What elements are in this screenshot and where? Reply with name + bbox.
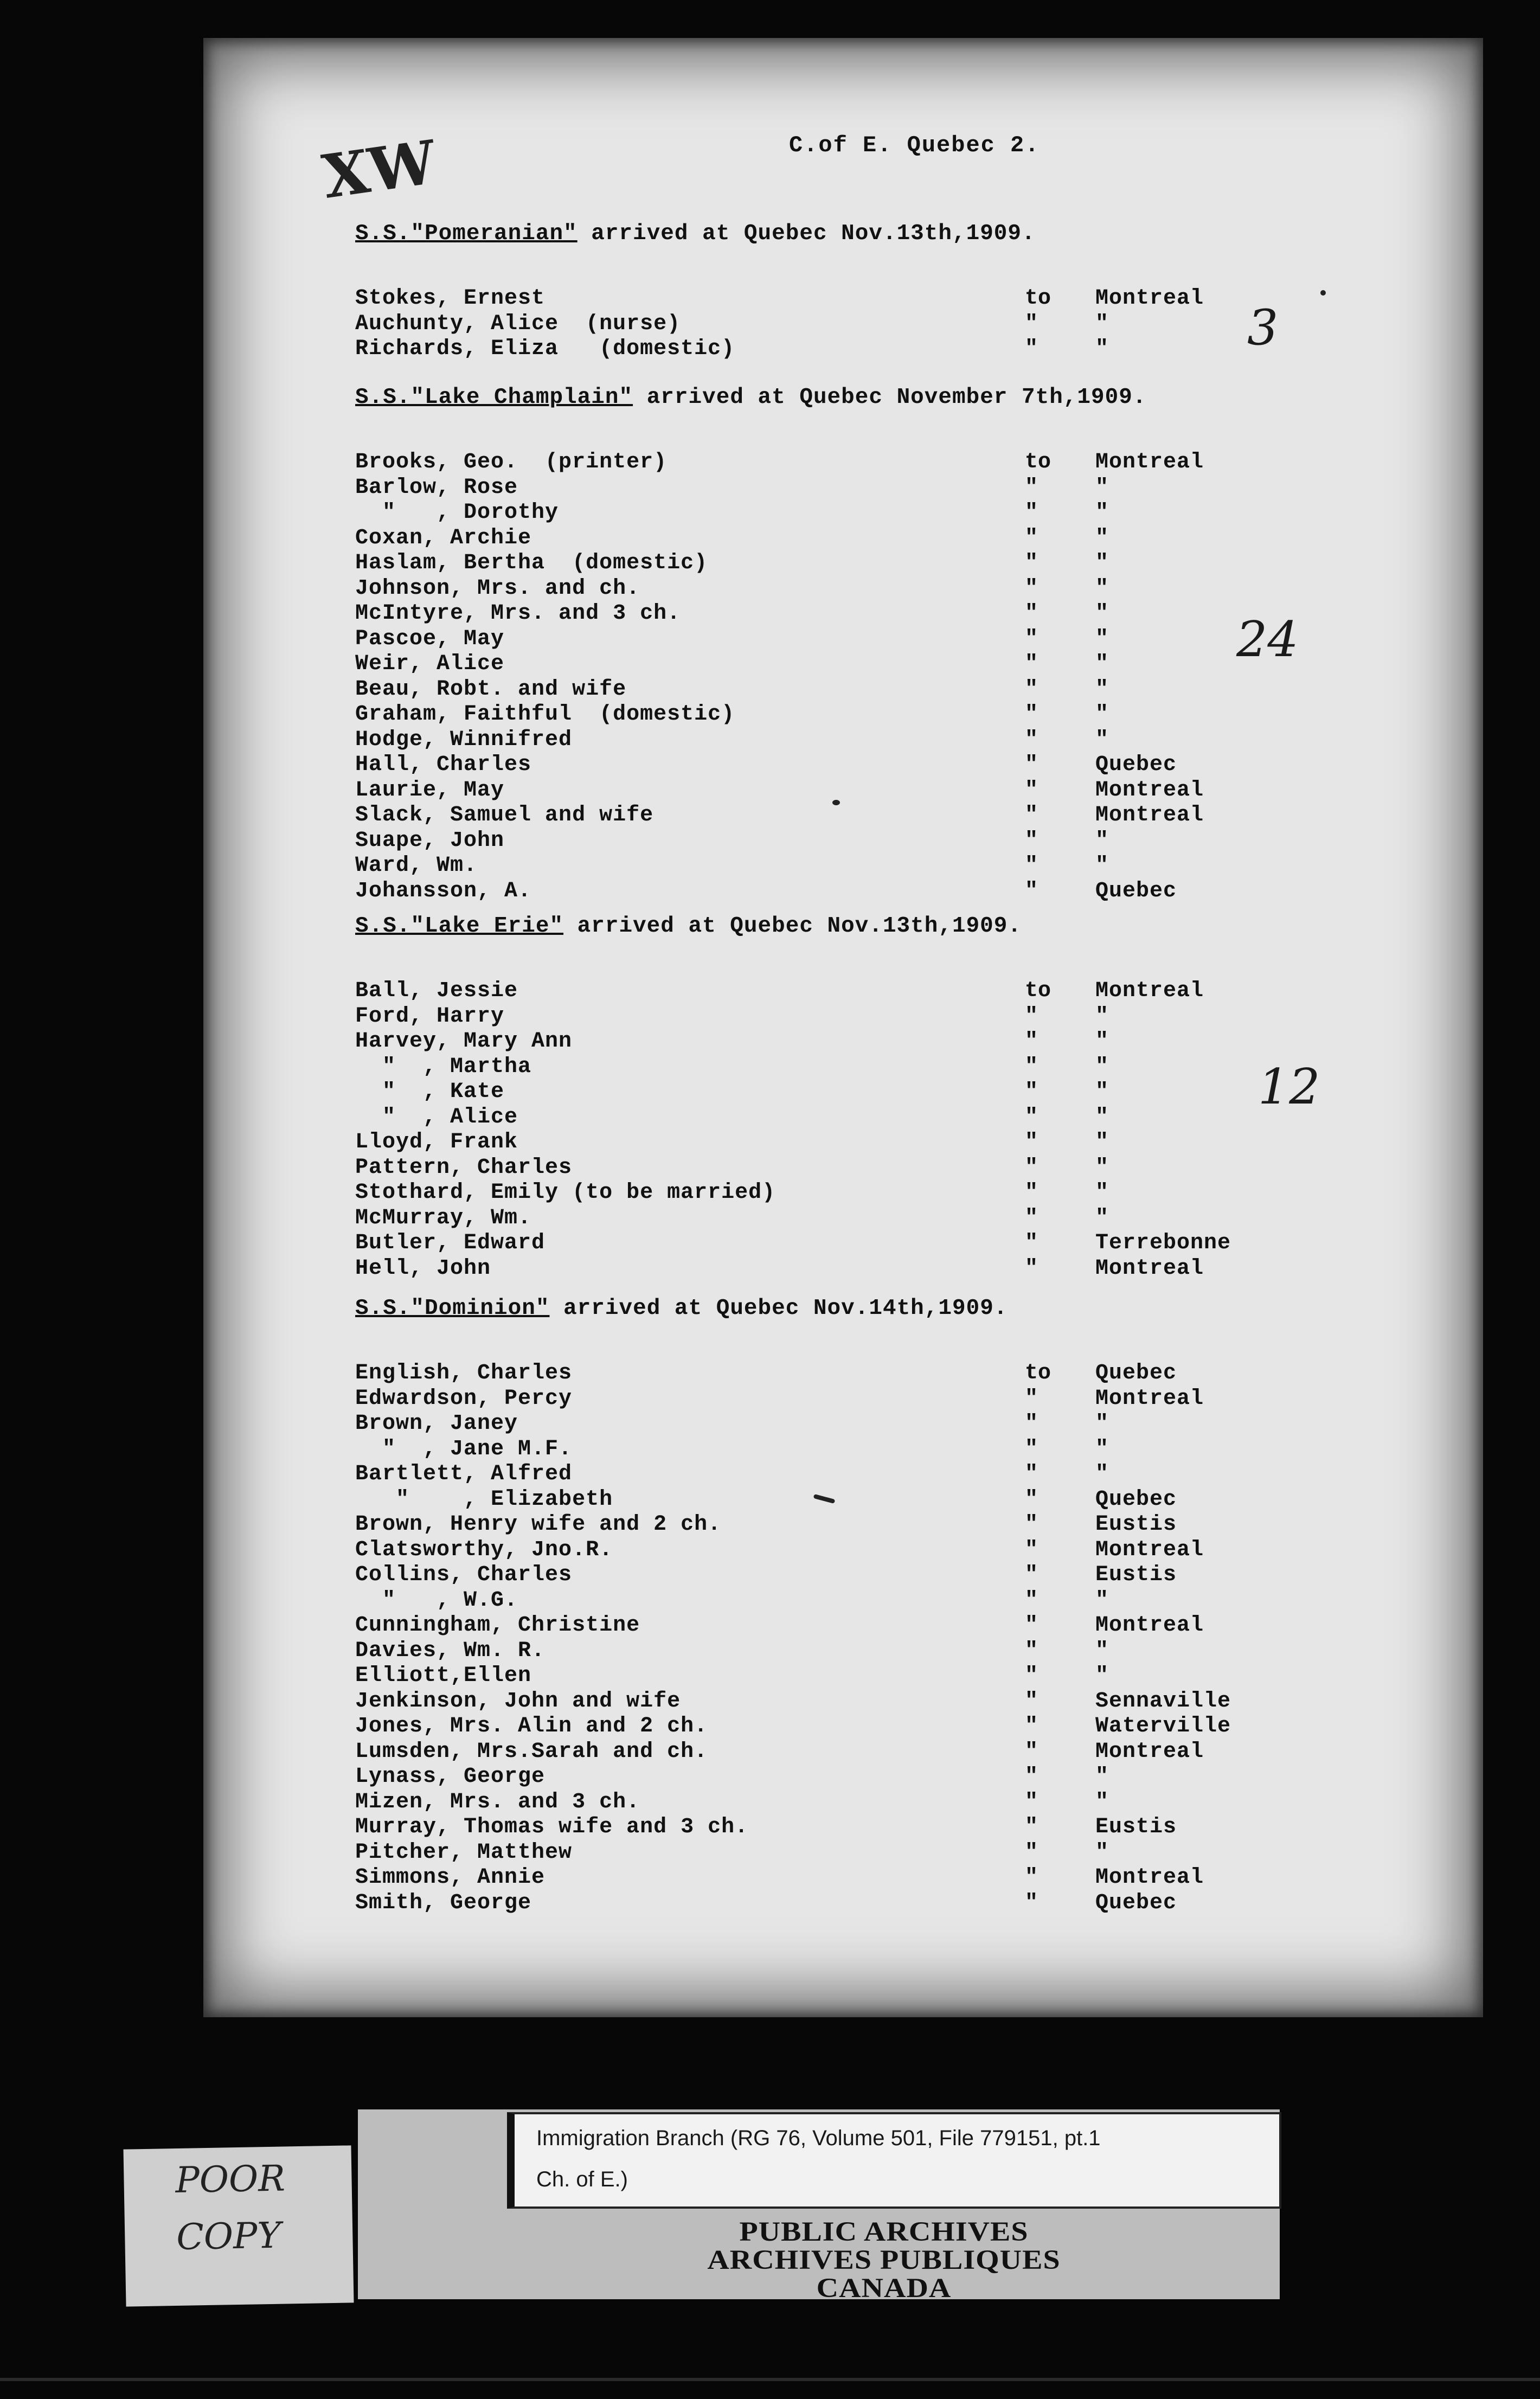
passenger-row — [355, 1181, 1277, 1206]
passenger-name: Clatsworthy, Jno.R. — [355, 1537, 613, 1562]
destination-prefix: " — [1025, 753, 1038, 777]
passenger-row — [355, 979, 1277, 1004]
destination: Montreal — [1095, 1256, 1204, 1281]
passenger-name: Ball, Jessie — [355, 979, 518, 1003]
destination-prefix: " — [1025, 1436, 1038, 1461]
passenger-name: Barlow, Rose — [355, 475, 518, 500]
destination-prefix: " — [1025, 1815, 1038, 1839]
passenger-name: Stokes, Ernest — [355, 286, 546, 311]
passenger-row — [355, 778, 1277, 804]
passenger-row — [355, 551, 1277, 576]
destination-prefix: " — [1025, 337, 1038, 361]
destination-prefix: " — [1025, 677, 1038, 702]
passenger-name: Brown, Janey — [355, 1412, 518, 1436]
ship-name: S.S."Lake Champlain" — [355, 385, 633, 410]
poor-copy-note — [124, 2145, 354, 2306]
passenger-row — [355, 854, 1277, 879]
destination: " — [1095, 677, 1109, 702]
destination: " — [1095, 1664, 1109, 1688]
archive-reference-tag — [507, 2112, 1281, 2209]
passenger-row — [355, 627, 1277, 652]
film-edge-line — [0, 2378, 1540, 2381]
destination-prefix: " — [1025, 1054, 1038, 1079]
passenger-name: Brown, Henry wife and 2 ch. — [355, 1512, 722, 1537]
passenger-name: Pitcher, Matthew — [355, 1840, 573, 1865]
destination-prefix: " — [1025, 1231, 1038, 1255]
passenger-row — [355, 1790, 1277, 1816]
destination: " — [1095, 727, 1109, 752]
destination: " — [1095, 1105, 1109, 1130]
passenger-row — [355, 1130, 1277, 1156]
destination: " — [1095, 551, 1109, 575]
passenger-name: Pattern, Charles — [355, 1155, 573, 1180]
passenger-row — [355, 1055, 1277, 1080]
destination: " — [1095, 1155, 1109, 1180]
passenger-row — [355, 1080, 1277, 1105]
passenger-name: Weir, Alice — [355, 652, 505, 676]
destination: Montreal — [1095, 1537, 1204, 1562]
passenger-row — [355, 601, 1277, 627]
destination: Quebec — [1095, 1361, 1177, 1385]
passenger-name: Lumsden, Mrs.Sarah and ch. — [355, 1739, 708, 1764]
passenger-name: Suape, John — [355, 828, 505, 853]
destination-prefix: " — [1025, 501, 1038, 525]
destination: " — [1095, 1588, 1109, 1613]
passenger-list — [355, 450, 1277, 904]
ink-speck — [832, 800, 840, 805]
passenger-row — [355, 1412, 1277, 1437]
passenger-name: Beau, Robt. and wife — [355, 677, 627, 702]
passenger-name: Auchunty, Alice (nurse) — [355, 311, 681, 336]
destination: Terrebonne — [1095, 1231, 1231, 1255]
passenger-name: Butler, Edward — [355, 1231, 546, 1255]
destination-prefix: " — [1025, 1765, 1038, 1789]
archive-reference-line2: Ch. of E.) — [536, 2167, 628, 2191]
passenger-row — [355, 450, 1277, 476]
destination: " — [1095, 1205, 1109, 1230]
ink-speck — [1320, 290, 1326, 296]
passenger-name: Johansson, A. — [355, 878, 532, 903]
destination-prefix: " — [1025, 1664, 1038, 1688]
destination-prefix: " — [1025, 1487, 1038, 1512]
destination-prefix: " — [1025, 702, 1038, 727]
destination: Eustis — [1095, 1563, 1177, 1587]
passenger-name: Haslam, Bertha (domestic) — [355, 551, 708, 575]
destination-prefix: " — [1025, 854, 1038, 878]
passenger-row — [355, 1437, 1277, 1463]
destination-prefix: " — [1025, 1130, 1038, 1154]
destination: " — [1095, 1462, 1109, 1486]
destination: Montreal — [1095, 450, 1204, 474]
ship-name: S.S."Lake Erie" — [355, 914, 564, 939]
passenger-name: Pascoe, May — [355, 626, 505, 651]
passenger-name: Hall, Charles — [355, 753, 532, 777]
passenger-name: Bartlett, Alfred — [355, 1462, 573, 1486]
passenger-row — [355, 652, 1277, 677]
destination-prefix: " — [1025, 1155, 1038, 1180]
destination: " — [1095, 626, 1109, 651]
destination: Montreal — [1095, 1739, 1204, 1764]
passenger-row — [355, 1487, 1277, 1513]
document-body — [203, 38, 1483, 2017]
destination-prefix: " — [1025, 1080, 1038, 1104]
passenger-name: Jenkinson, John and wife — [355, 1689, 681, 1714]
handwritten-count: 24 — [1236, 611, 1299, 668]
destination-prefix: to — [1025, 979, 1051, 1003]
destination: Montreal — [1095, 1386, 1204, 1411]
corner-handwritten-mark: XW — [318, 127, 440, 212]
destination-prefix: " — [1025, 311, 1038, 336]
destination-prefix: " — [1025, 1714, 1038, 1739]
destination-prefix: " — [1025, 828, 1038, 853]
destination: " — [1095, 652, 1109, 676]
destination-prefix: " — [1025, 778, 1038, 803]
destination-prefix: to — [1025, 450, 1051, 474]
passenger-name: Stothard, Emily (to be married) — [355, 1181, 776, 1205]
arrival-text: arrived at Quebec November 7th,1909. — [633, 385, 1147, 410]
destination: " — [1095, 501, 1109, 525]
destination: Montreal — [1095, 1865, 1204, 1890]
passenger-list — [355, 1361, 1277, 1916]
passenger-row — [355, 576, 1277, 602]
destination-prefix: " — [1025, 1563, 1038, 1587]
ship-heading — [355, 1296, 1008, 1322]
destination-prefix: " — [1025, 576, 1038, 601]
passenger-row — [355, 677, 1277, 703]
destination: Quebec — [1095, 1487, 1177, 1512]
passenger-row — [355, 1256, 1277, 1282]
passenger-row — [355, 1689, 1277, 1715]
destination-prefix: " — [1025, 1588, 1038, 1613]
passenger-row — [355, 702, 1277, 728]
destination-prefix: " — [1025, 1181, 1038, 1205]
passenger-row — [355, 1004, 1277, 1030]
passenger-name: " , Elizabeth — [355, 1487, 613, 1512]
destination: " — [1095, 525, 1109, 550]
passenger-row — [355, 286, 1277, 312]
destination: " — [1095, 576, 1109, 601]
passenger-row — [355, 1613, 1277, 1639]
destination: " — [1095, 475, 1109, 500]
destination-prefix: " — [1025, 1386, 1038, 1411]
destination: " — [1095, 1436, 1109, 1461]
ship-heading — [355, 914, 1022, 939]
passenger-name: " , Kate — [355, 1080, 505, 1104]
destination: " — [1095, 1789, 1109, 1814]
handwritten-count: 12 — [1258, 1059, 1320, 1115]
passenger-name: Smith, George — [355, 1890, 532, 1915]
destination-prefix: " — [1025, 652, 1038, 676]
passenger-name: " , Alice — [355, 1105, 518, 1130]
passenger-name: " , W.G. — [355, 1588, 518, 1613]
passenger-name: Graham, Faithful (domestic) — [355, 702, 735, 727]
ship-name: S.S."Pomeranian" — [355, 221, 578, 246]
passenger-row — [355, 879, 1277, 905]
passenger-name: Elliott,Ellen — [355, 1664, 532, 1688]
passenger-name: Coxan, Archie — [355, 525, 532, 550]
destination-prefix: " — [1025, 878, 1038, 903]
destination: Montreal — [1095, 979, 1204, 1003]
destination: " — [1095, 337, 1109, 361]
passenger-name: " , Dorothy — [355, 501, 559, 525]
destination-prefix: " — [1025, 1205, 1038, 1230]
passenger-name: Harvey, Mary Ann — [355, 1029, 573, 1054]
destination: Quebec — [1095, 878, 1177, 903]
passenger-row — [355, 1206, 1277, 1231]
destination-prefix: " — [1025, 551, 1038, 575]
destination: " — [1095, 1054, 1109, 1079]
archive-reference-line1: Immigration Branch (RG 76, Volume 501, File 779151, pt.1 — [536, 2126, 1101, 2150]
passenger-row — [355, 337, 1277, 362]
page-title: C.of E. Quebec 2. — [789, 132, 1040, 158]
destination: " — [1095, 702, 1109, 727]
passenger-name: Hodge, Winnifred — [355, 727, 573, 752]
ship-heading — [355, 385, 1146, 410]
handwritten-count: 3 — [1247, 299, 1279, 356]
passenger-row — [355, 1765, 1277, 1790]
passenger-name: Mizen, Mrs. and 3 ch. — [355, 1789, 640, 1814]
destination: " — [1095, 1765, 1109, 1789]
passenger-row — [355, 1740, 1277, 1765]
destination-prefix: " — [1025, 1004, 1038, 1029]
destination-prefix: to — [1025, 1361, 1051, 1385]
passenger-row — [355, 1105, 1277, 1131]
destination: Quebec — [1095, 1890, 1177, 1915]
passenger-row — [355, 1512, 1277, 1538]
destination-prefix: " — [1025, 601, 1038, 626]
passenger-name: Davies, Wm. R. — [355, 1638, 546, 1663]
arrival-text: arrived at Quebec Nov.13th,1909. — [577, 221, 1036, 246]
destination-prefix: " — [1025, 475, 1038, 500]
destination-prefix: " — [1025, 1638, 1038, 1663]
destination: " — [1095, 1181, 1109, 1205]
passenger-name: Brooks, Geo. (printer) — [355, 450, 668, 474]
stamp-line2: ARCHIVES PUBLIQUES — [707, 2245, 1061, 2275]
poor-copy-line2: COPY — [176, 2214, 281, 2258]
passenger-row — [355, 753, 1277, 778]
passenger-name: McMurray, Wm. — [355, 1205, 532, 1230]
destination-prefix: " — [1025, 1789, 1038, 1814]
destination: " — [1095, 1080, 1109, 1104]
destination: Quebec — [1095, 753, 1177, 777]
public-archives-stamp — [624, 2218, 1144, 2302]
arrival-text: arrived at Quebec Nov.13th,1909. — [563, 914, 1022, 939]
destination-prefix: to — [1025, 286, 1051, 311]
destination-prefix: " — [1025, 1256, 1038, 1281]
destination: Waterville — [1095, 1714, 1231, 1739]
destination-prefix: " — [1025, 1739, 1038, 1764]
passenger-row — [355, 1231, 1277, 1256]
passenger-row — [355, 1865, 1277, 1891]
passenger-name: Lynass, George — [355, 1765, 546, 1789]
destination: " — [1095, 1840, 1109, 1865]
destination-prefix: " — [1025, 1412, 1038, 1436]
passenger-name: Edwardson, Percy — [355, 1386, 573, 1411]
destination-prefix: " — [1025, 525, 1038, 550]
destination-prefix: " — [1025, 803, 1038, 828]
passenger-row — [355, 803, 1277, 829]
poor-copy-line1: POOR — [175, 2157, 286, 2202]
passenger-row — [355, 526, 1277, 551]
passenger-row — [355, 1156, 1277, 1181]
passenger-row — [355, 728, 1277, 753]
passenger-name: Richards, Eliza (domestic) — [355, 337, 735, 361]
passenger-name: McIntyre, Mrs. and 3 ch. — [355, 601, 681, 626]
passenger-row — [355, 1815, 1277, 1840]
passenger-name: Ward, Wm. — [355, 854, 478, 878]
passenger-row — [355, 501, 1277, 526]
destination: Eustis — [1095, 1815, 1177, 1839]
passenger-row — [355, 1891, 1277, 1916]
passenger-row — [355, 476, 1277, 501]
ship-name: S.S."Dominion" — [355, 1296, 550, 1321]
passenger-row — [355, 829, 1277, 854]
destination-prefix: " — [1025, 1613, 1038, 1638]
passenger-row — [355, 312, 1277, 337]
destination: " — [1095, 311, 1109, 336]
destination: " — [1095, 1412, 1109, 1436]
destination: Montreal — [1095, 803, 1204, 828]
passenger-row — [355, 1588, 1277, 1614]
passenger-row — [355, 1563, 1277, 1588]
passenger-name: Johnson, Mrs. and ch. — [355, 576, 640, 601]
passenger-name: English, Charles — [355, 1361, 573, 1385]
destination: Montreal — [1095, 286, 1204, 311]
destination: Eustis — [1095, 1512, 1177, 1537]
passenger-row — [355, 1462, 1277, 1487]
passenger-name: Simmons, Annie — [355, 1865, 546, 1890]
document-page — [203, 38, 1483, 2017]
destination-prefix: " — [1025, 1865, 1038, 1890]
arrival-text: arrived at Quebec Nov.14th,1909. — [549, 1296, 1008, 1321]
destination-prefix: " — [1025, 1840, 1038, 1865]
destination: Montreal — [1095, 1613, 1204, 1638]
passenger-row — [355, 1387, 1277, 1412]
stamp-line1: PUBLIC ARCHIVES — [739, 2217, 1029, 2247]
destination: " — [1095, 601, 1109, 626]
destination: " — [1095, 854, 1109, 878]
destination-prefix: " — [1025, 1689, 1038, 1714]
destination: " — [1095, 1130, 1109, 1154]
passenger-row — [355, 1664, 1277, 1689]
destination-prefix: " — [1025, 626, 1038, 651]
passenger-name: Collins, Charles — [355, 1563, 573, 1587]
destination-prefix: " — [1025, 1890, 1038, 1915]
destination: " — [1095, 1004, 1109, 1029]
passenger-name: Jones, Mrs. Alin and 2 ch. — [355, 1714, 708, 1739]
passenger-list — [355, 979, 1277, 1281]
ship-heading — [355, 221, 1036, 247]
passenger-name: Ford, Harry — [355, 1004, 505, 1029]
destination-prefix: " — [1025, 1105, 1038, 1130]
passenger-name: Murray, Thomas wife and 3 ch. — [355, 1815, 749, 1839]
destination-prefix: " — [1025, 727, 1038, 752]
passenger-name: Lloyd, Frank — [355, 1130, 518, 1154]
passenger-name: Laurie, May — [355, 778, 505, 803]
passenger-row — [355, 1361, 1277, 1387]
stamp-line3: CANADA — [816, 2273, 952, 2304]
passenger-name: Hell, John — [355, 1256, 491, 1281]
passenger-name: " , Jane M.F. — [355, 1436, 573, 1461]
passenger-row — [355, 1639, 1277, 1664]
passenger-row — [355, 1029, 1277, 1055]
destination: Sennaville — [1095, 1689, 1231, 1714]
passenger-name: Slack, Samuel and wife — [355, 803, 654, 828]
destination: " — [1095, 828, 1109, 853]
passenger-row — [355, 1840, 1277, 1866]
passenger-name: " , Martha — [355, 1054, 532, 1079]
passenger-row — [355, 1538, 1277, 1563]
destination: " — [1095, 1638, 1109, 1663]
destination-prefix: " — [1025, 1029, 1038, 1054]
destination-prefix: " — [1025, 1462, 1038, 1486]
destination: " — [1095, 1029, 1109, 1054]
destination-prefix: " — [1025, 1512, 1038, 1537]
passenger-list — [355, 286, 1277, 362]
destination: Montreal — [1095, 778, 1204, 803]
destination-prefix: " — [1025, 1537, 1038, 1562]
passenger-name: Cunningham, Christine — [355, 1613, 640, 1638]
passenger-row — [355, 1714, 1277, 1740]
